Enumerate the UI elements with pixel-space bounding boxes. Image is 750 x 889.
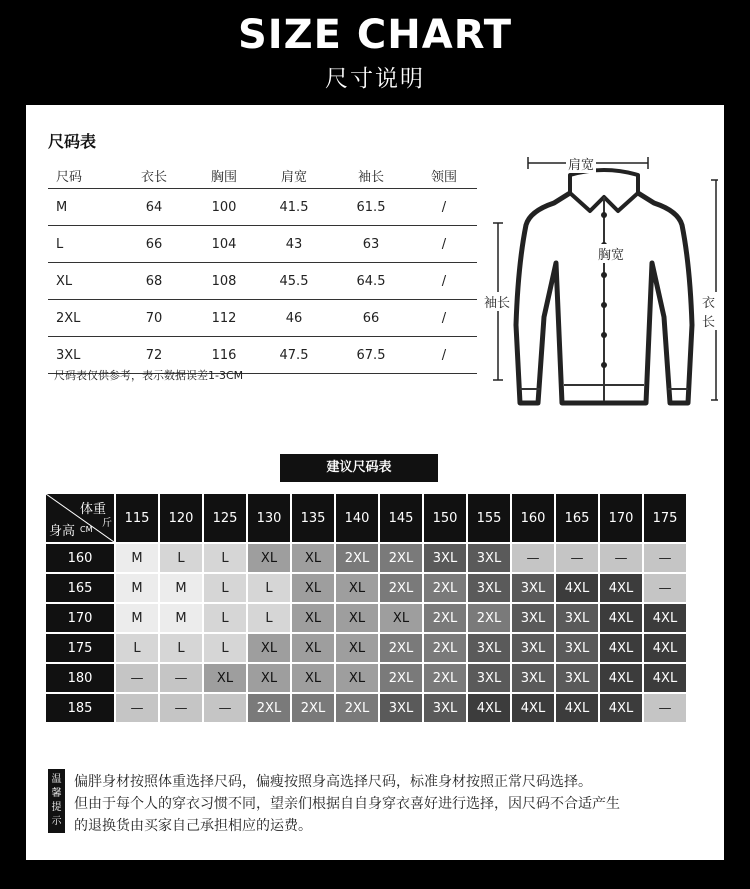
size-recommend-cell: — — [204, 694, 246, 722]
size-recommend-cell: — — [644, 694, 686, 722]
weight-header: 170 — [600, 494, 642, 542]
size-recommend-cell: L — [204, 604, 246, 632]
size-recommend-cell: 3XL — [468, 664, 510, 692]
size-cell: 100 — [191, 189, 257, 226]
size-recommend-cell: 3XL — [380, 694, 422, 722]
tip-badge-char: 馨 — [51, 788, 62, 799]
size-cell: 41.5 — [257, 189, 331, 226]
size-recommend-cell: XL — [380, 604, 422, 632]
weight-header: 115 — [116, 494, 158, 542]
size-cell: 47.5 — [257, 337, 331, 374]
length-label: 衣长 — [700, 292, 718, 330]
size-recommend-cell: 2XL — [424, 574, 466, 602]
corner-height: 身高 — [49, 524, 76, 539]
table-row — [48, 189, 477, 226]
size-note: 尺码表仅供参考，表示数据误差1-3CM — [54, 369, 244, 382]
size-recommend-cell: — — [160, 664, 202, 692]
size-recommend-cell: 3XL — [512, 574, 554, 602]
size-recommend-cell: 4XL — [556, 574, 598, 602]
size-recommend-cell: 3XL — [556, 604, 598, 632]
content-panel — [26, 105, 724, 860]
size-recommend-cell: XL — [292, 634, 334, 662]
size-header-cell: 领围 — [411, 162, 477, 189]
size-recommend-cell: 4XL — [644, 664, 686, 692]
corner-height-unit: CM — [80, 525, 93, 534]
tip-line: 的退换货由买家自己承担相应的运费。 — [74, 818, 312, 834]
size-cell: / — [411, 337, 477, 374]
size-recommend-cell: 2XL — [248, 694, 290, 722]
recommend-table — [44, 492, 688, 724]
tip-line: 但由于每个人的穿衣习惯不同，望亲们根据自自身穿衣喜好进行选择，因尺码不合适产生 — [74, 796, 620, 812]
table-row — [46, 694, 686, 722]
header — [0, 0, 750, 105]
height-cell: 170 — [46, 604, 114, 632]
size-recommend-cell: — — [644, 544, 686, 572]
size-recommend-cell: 3XL — [424, 694, 466, 722]
size-recommend-cell: 4XL — [644, 604, 686, 632]
table-row — [48, 300, 477, 337]
size-cell: 108 — [191, 263, 257, 300]
size-cell: 61.5 — [331, 189, 411, 226]
size-recommend-cell: XL — [292, 604, 334, 632]
size-header-cell: 袖长 — [331, 162, 411, 189]
size-table-title: 尺码表 — [48, 132, 97, 151]
size-recommend-cell: M — [160, 604, 202, 632]
table-row — [46, 604, 686, 632]
size-recommend-cell: L — [248, 574, 290, 602]
recommend-header — [46, 494, 686, 542]
size-cell: L — [48, 226, 117, 263]
size-recommend-cell: XL — [292, 574, 334, 602]
size-cell: / — [411, 226, 477, 263]
tip-badge-char: 温 — [51, 774, 62, 785]
size-recommend-cell: XL — [248, 544, 290, 572]
table-row — [46, 574, 686, 602]
jacket-outline-icon — [458, 145, 718, 415]
table-row — [46, 544, 686, 572]
weight-header: 130 — [248, 494, 290, 542]
size-recommend-cell: XL — [292, 664, 334, 692]
weight-header: 155 — [468, 494, 510, 542]
size-recommend-cell: XL — [248, 634, 290, 662]
weight-header: 140 — [336, 494, 378, 542]
table-row — [48, 263, 477, 300]
size-recommend-cell: M — [116, 604, 158, 632]
weight-header: 125 — [204, 494, 246, 542]
size-cell: 64 — [117, 189, 191, 226]
shoulder-label: 肩宽 — [566, 154, 596, 173]
size-recommend-cell: 3XL — [468, 574, 510, 602]
size-recommend-cell: L — [204, 634, 246, 662]
size-cell: XL — [48, 263, 117, 300]
height-cell: 160 — [46, 544, 114, 572]
size-recommend-cell: 2XL — [336, 544, 378, 572]
size-recommend-cell: 4XL — [600, 604, 642, 632]
size-recommend-cell: L — [116, 634, 158, 662]
weight-header: 120 — [160, 494, 202, 542]
size-cell: 72 — [117, 337, 191, 374]
size-recommend-cell: M — [116, 574, 158, 602]
size-cell: 2XL — [48, 300, 117, 337]
corner-weight-unit: 斤 — [102, 518, 112, 529]
tip-text — [74, 771, 714, 837]
size-cell: 63 — [331, 226, 411, 263]
corner-cell — [46, 494, 114, 542]
jacket-diagram — [458, 145, 718, 415]
size-recommend-cell: 3XL — [512, 604, 554, 632]
size-cell: 104 — [191, 226, 257, 263]
size-recommend-cell: — — [116, 694, 158, 722]
tip-badge-char: 示 — [51, 816, 62, 827]
size-cell: 66 — [117, 226, 191, 263]
size-cell: / — [411, 263, 477, 300]
size-recommend-cell: 2XL — [380, 574, 422, 602]
size-recommend-cell: XL — [336, 574, 378, 602]
size-cell: 67.5 — [331, 337, 411, 374]
chest-label: 胸宽 — [596, 244, 626, 263]
size-recommend-cell: — — [644, 574, 686, 602]
size-cell: 43 — [257, 226, 331, 263]
size-recommend-cell: 3XL — [468, 634, 510, 662]
size-recommend-cell: 3XL — [468, 544, 510, 572]
corner-weight: 体重 — [79, 502, 106, 517]
size-recommend-cell: 2XL — [380, 664, 422, 692]
size-recommend-cell: — — [556, 544, 598, 572]
size-recommend-cell: XL — [292, 544, 334, 572]
height-cell: 180 — [46, 664, 114, 692]
size-recommend-cell: 4XL — [644, 634, 686, 662]
size-recommend-cell: — — [116, 664, 158, 692]
size-cell: 68 — [117, 263, 191, 300]
tip-badge-char: 提 — [51, 802, 62, 813]
size-recommend-cell: — — [512, 544, 554, 572]
size-cell: 3XL — [48, 337, 117, 374]
size-recommend-cell: 4XL — [556, 694, 598, 722]
size-recommend-cell: L — [248, 604, 290, 632]
weight-header: 135 — [292, 494, 334, 542]
size-cell: 46 — [257, 300, 331, 337]
size-table-header — [48, 162, 477, 189]
weight-header: 150 — [424, 494, 466, 542]
size-recommend-cell: XL — [336, 634, 378, 662]
size-recommend-cell: XL — [248, 664, 290, 692]
size-recommend-cell: 2XL — [336, 694, 378, 722]
weight-header: 160 — [512, 494, 554, 542]
size-recommend-cell: 4XL — [512, 694, 554, 722]
size-recommend-cell: XL — [336, 604, 378, 632]
weight-header: 145 — [380, 494, 422, 542]
size-recommend-cell: 4XL — [600, 574, 642, 602]
size-recommend-cell: 2XL — [424, 604, 466, 632]
size-cell: 66 — [331, 300, 411, 337]
size-recommend-cell: 4XL — [600, 634, 642, 662]
size-cell: / — [411, 189, 477, 226]
weight-header: 165 — [556, 494, 598, 542]
table-row — [48, 226, 477, 263]
size-cell: 112 — [191, 300, 257, 337]
size-recommend-cell: 3XL — [556, 664, 598, 692]
size-recommend-cell: 3XL — [512, 664, 554, 692]
size-cell: 70 — [117, 300, 191, 337]
title-cn: 尺寸说明 — [325, 66, 425, 92]
size-recommend-cell: 3XL — [556, 634, 598, 662]
height-cell: 165 — [46, 574, 114, 602]
size-cell: 116 — [191, 337, 257, 374]
size-recommend-cell: L — [204, 544, 246, 572]
size-recommend-cell: — — [160, 694, 202, 722]
size-header-cell: 肩宽 — [257, 162, 331, 189]
size-cell: / — [411, 300, 477, 337]
height-cell: 175 — [46, 634, 114, 662]
size-recommend-cell: 2XL — [424, 634, 466, 662]
size-header-cell: 尺码 — [48, 162, 117, 189]
size-cell: M — [48, 189, 117, 226]
recommend-title: 建议尺码表 — [280, 454, 438, 482]
size-recommend-cell: L — [204, 574, 246, 602]
size-recommend-cell: 2XL — [424, 664, 466, 692]
sleeve-label: 袖长 — [482, 292, 512, 311]
size-header-cell: 衣长 — [117, 162, 191, 189]
table-row — [46, 664, 686, 692]
size-recommend-cell: 2XL — [468, 604, 510, 632]
size-cell: 45.5 — [257, 263, 331, 300]
table-row — [46, 634, 686, 662]
tip-line: 偏胖身材按照体重选择尺码，偏瘦按照身高选择尺码，标准身材按照正常尺码选择。 — [74, 774, 592, 790]
size-header-cell: 胸围 — [191, 162, 257, 189]
height-cell: 185 — [46, 694, 114, 722]
size-recommend-cell: — — [600, 544, 642, 572]
size-recommend-cell: 2XL — [292, 694, 334, 722]
size-recommend-cell: 3XL — [512, 634, 554, 662]
size-recommend-cell: 4XL — [468, 694, 510, 722]
size-recommend-cell: M — [160, 574, 202, 602]
size-recommend-cell: XL — [204, 664, 246, 692]
size-table — [48, 162, 477, 374]
size-recommend-cell: M — [116, 544, 158, 572]
weight-header: 175 — [644, 494, 686, 542]
size-recommend-cell: 4XL — [600, 694, 642, 722]
size-recommend-cell: XL — [336, 664, 378, 692]
size-recommend-cell: 4XL — [600, 664, 642, 692]
size-recommend-cell: 2XL — [380, 634, 422, 662]
size-recommend-cell: 3XL — [424, 544, 466, 572]
size-recommend-cell: L — [160, 634, 202, 662]
size-cell: 64.5 — [331, 263, 411, 300]
size-recommend-cell: L — [160, 544, 202, 572]
title-en: SIZE CHART — [237, 12, 513, 58]
tip-badge — [48, 769, 65, 833]
size-recommend-cell: 2XL — [380, 544, 422, 572]
